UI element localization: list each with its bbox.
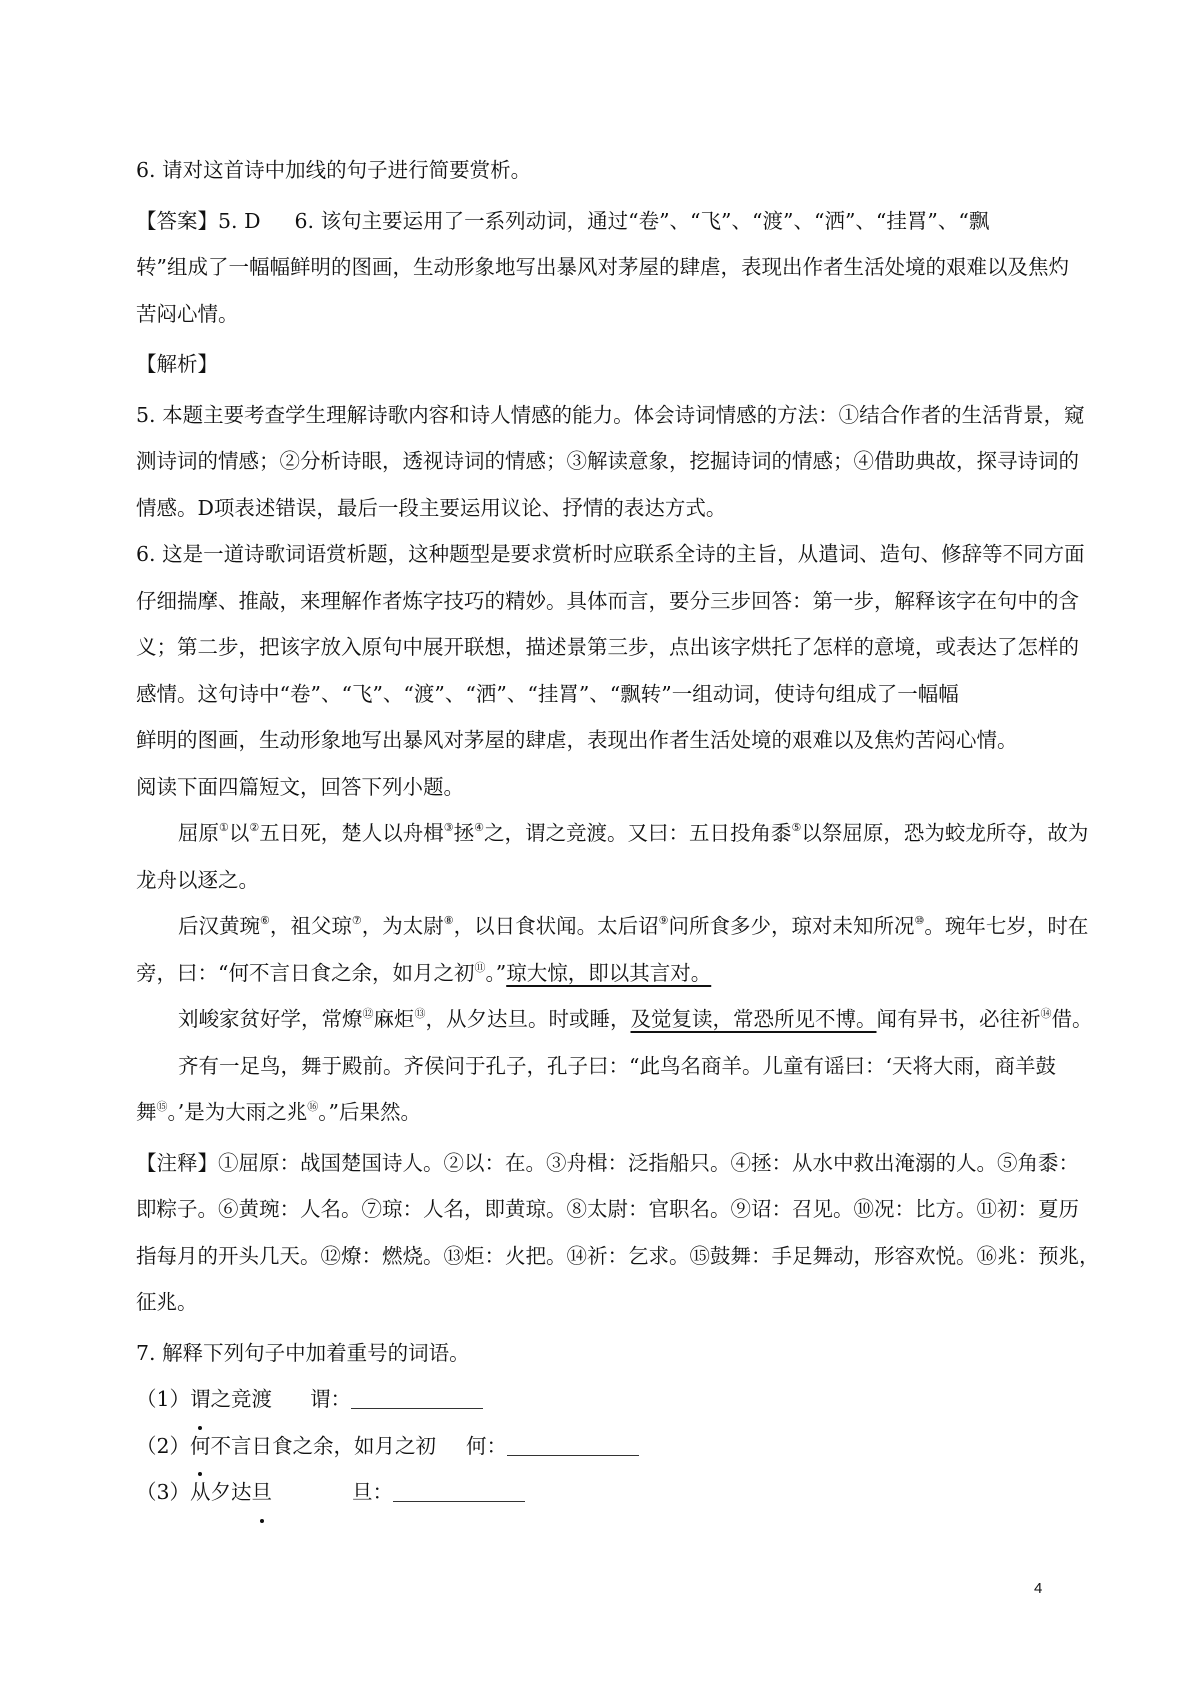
footnote-marker: ③ (443, 821, 454, 834)
footnote-marker: ① (219, 821, 229, 834)
analysis-5-line-1: 5. 本题主要考查学生理解诗歌内容和诗人情感的能力。体会诗词情感的方法：①结合作者的生活背景，窥 (136, 402, 1085, 427)
emphasis-dot-word: 谓 (190, 1376, 211, 1423)
passage-1-line-1: 屈原①以②五日死，楚人以舟楫③拯④之，谓之竞渡。又曰：五日投角黍⑤以祭屈原，恐为蛟龙所夺，故为 (178, 821, 1089, 845)
question-7-item-3: （3）从夕达旦 旦： (136, 1469, 1064, 1516)
notes-line-1: 【注释】①屈原：战国楚国诗人。②以：在。③舟楫：泛指船只。④拯：从水中救出淹溺的人。⑤角黍： (136, 1150, 1079, 1175)
passage-4-line-1: 齐有一足鸟，舞于殿前。齐侯问于孔子，孔子曰：“此鸟名商羊。儿童有谣曰：‘天将大雨，商羊鼓 (178, 1053, 1056, 1078)
reading-intro: 阅读下面四篇短文，回答下列小题。 (136, 774, 464, 799)
passage-2-line-1: 后汉黄琬⑥，祖父琼⑦，为太尉⑧，以日食状闻。太后诏⑨问所食多少，琼对未知所况⑩。琬年七岁，时在 (178, 914, 1089, 938)
passage-4-line-2: 舞⑮。’是为大雨之兆⑯。”后果然。 (136, 1100, 422, 1124)
footnote-marker: ⑫ (362, 1007, 374, 1020)
answer-tag: 【答案】 (136, 208, 218, 233)
analysis-6-line-5: 鲜明的图画，生动形象地写出暴风对茅屋的肆虐，表现出作者生活处境的艰难以及焦灼苦闷心情。 (136, 728, 1018, 752)
emphasis-dot-word: 何 (190, 1423, 211, 1470)
passage-2-line-2: 旁，曰：“何不言日食之余，如月之初⑪。”琼大惊，即以其言对。 (136, 960, 712, 985)
answer-line-3: 苦闷心情。 (136, 301, 239, 326)
footnote-marker: ⑯ (307, 1100, 319, 1113)
question-7-title: 7. 解释下列句子中加着重号的词语。 (136, 1340, 470, 1365)
notes-line-3: 指每月的开头几天。⑫燎：燃烧。⑬炬：火把。⑭祈：乞求。⑮鼓舞：手足舞动，形容欢悦。⑯兆：预兆， (136, 1243, 1100, 1268)
footnote-marker: ⑥ (260, 914, 270, 927)
passage-3-line-1: 刘峻家贫好学，常燎⑫麻炬⑬，从夕达旦。时或睡，及觉复读，常恐所见不博。闻有异书，必往祈⑭借。 (178, 1007, 1093, 1031)
answer-blank[interactable] (507, 1454, 639, 1456)
footnote-marker: ⑭ (1040, 1007, 1052, 1020)
question-6: 6. 请对这首诗中加线的句子进行简要赏析。 (136, 158, 532, 182)
footnote-marker: ⑩ (914, 914, 925, 927)
answer-blank[interactable] (393, 1500, 525, 1502)
analysis-6-line-4: 感情。这句诗中“卷”、“飞”、“渡”、“洒”、“挂罥”、“飘转”一组动词，使诗句组成了一幅幅 (136, 681, 959, 706)
answer-5: 5. D (218, 208, 261, 233)
footnote-marker: ⑤ (791, 821, 802, 834)
answer-line-1 (136, 198, 1064, 245)
notes-line-4: 征兆。 (136, 1290, 198, 1314)
analysis-6-line-3: 义；第二步，把该字放入原句中展开联想，描述景第三步，点出该字烘托了怎样的意境，或表达了怎样的 (136, 635, 1079, 659)
analysis-5-line-3: 情感。D项表述错误，最后一段主要运用议论、抒情的表达方式。 (136, 495, 727, 520)
question-7-item-1: （1）谓之竞渡 谓： (136, 1376, 1064, 1423)
answer-blank[interactable] (351, 1407, 483, 1409)
notes-line-2: 即粽子。⑥黄琬：人名。⑦琼：人名，即黄琼。⑧太尉：官职名。⑨诏：召见。⑩况：比方。⑪初：夏历 (136, 1197, 1079, 1221)
page-content (136, 147, 1100, 1516)
footnote-marker: ② (249, 821, 260, 834)
emphasis-dot-word: 旦 (252, 1469, 273, 1516)
footnote-marker: ⑮ (156, 1100, 168, 1113)
analysis-6-line-2: 仔细揣摩、推敲，来理解作者炼字技巧的精妙。具体而言，要分三步回答：第一步，解释该字在句中的含 (136, 588, 1079, 613)
footnote-marker: ⑧ (443, 914, 454, 927)
footnote-marker: ⑪ (474, 960, 486, 974)
underlined-sentence: 琼大惊，即以其言对。 (506, 960, 712, 985)
answer-line-2: 转”组成了一幅幅鲜明的图画，生动形象地写出暴风对茅屋的肆虐，表现出作者生活处境的艰难以及焦灼 (136, 255, 1069, 279)
passage-1-line-2: 龙舟以逐之。 (136, 867, 259, 892)
analysis-5-line-2: 测诗词的情感；②分析诗眼，透视诗词的情感；③解读意象，挖掘诗词的情感；④借助典故，探寻诗词的 (136, 449, 1079, 473)
footnote-marker: ④ (474, 821, 484, 834)
answer-6: 6. 该句主要运用了一系列动词，通过“卷”、“飞”、“渡”、“洒”、“挂罥”、“飘 (294, 208, 990, 233)
analysis-tag: 【解析】 (136, 352, 218, 376)
question-7-item-2: （2）何不言日食之余，如月之初 何： (136, 1423, 1064, 1470)
footnote-marker: ⑬ (414, 1007, 426, 1020)
underlined-sentence: 及觉复读，常恐所见不博。 (630, 1007, 877, 1031)
page-number: 4 (1034, 1580, 1043, 1597)
analysis-6-line-1: 6. 这是一道诗歌词语赏析题，这种题型是要求赏析时应联系全诗的主旨，从遣词、造句、修辞等不同方面 (136, 542, 1085, 566)
footnote-marker: ⑨ (658, 914, 669, 927)
footnote-marker: ⑦ (351, 914, 362, 927)
